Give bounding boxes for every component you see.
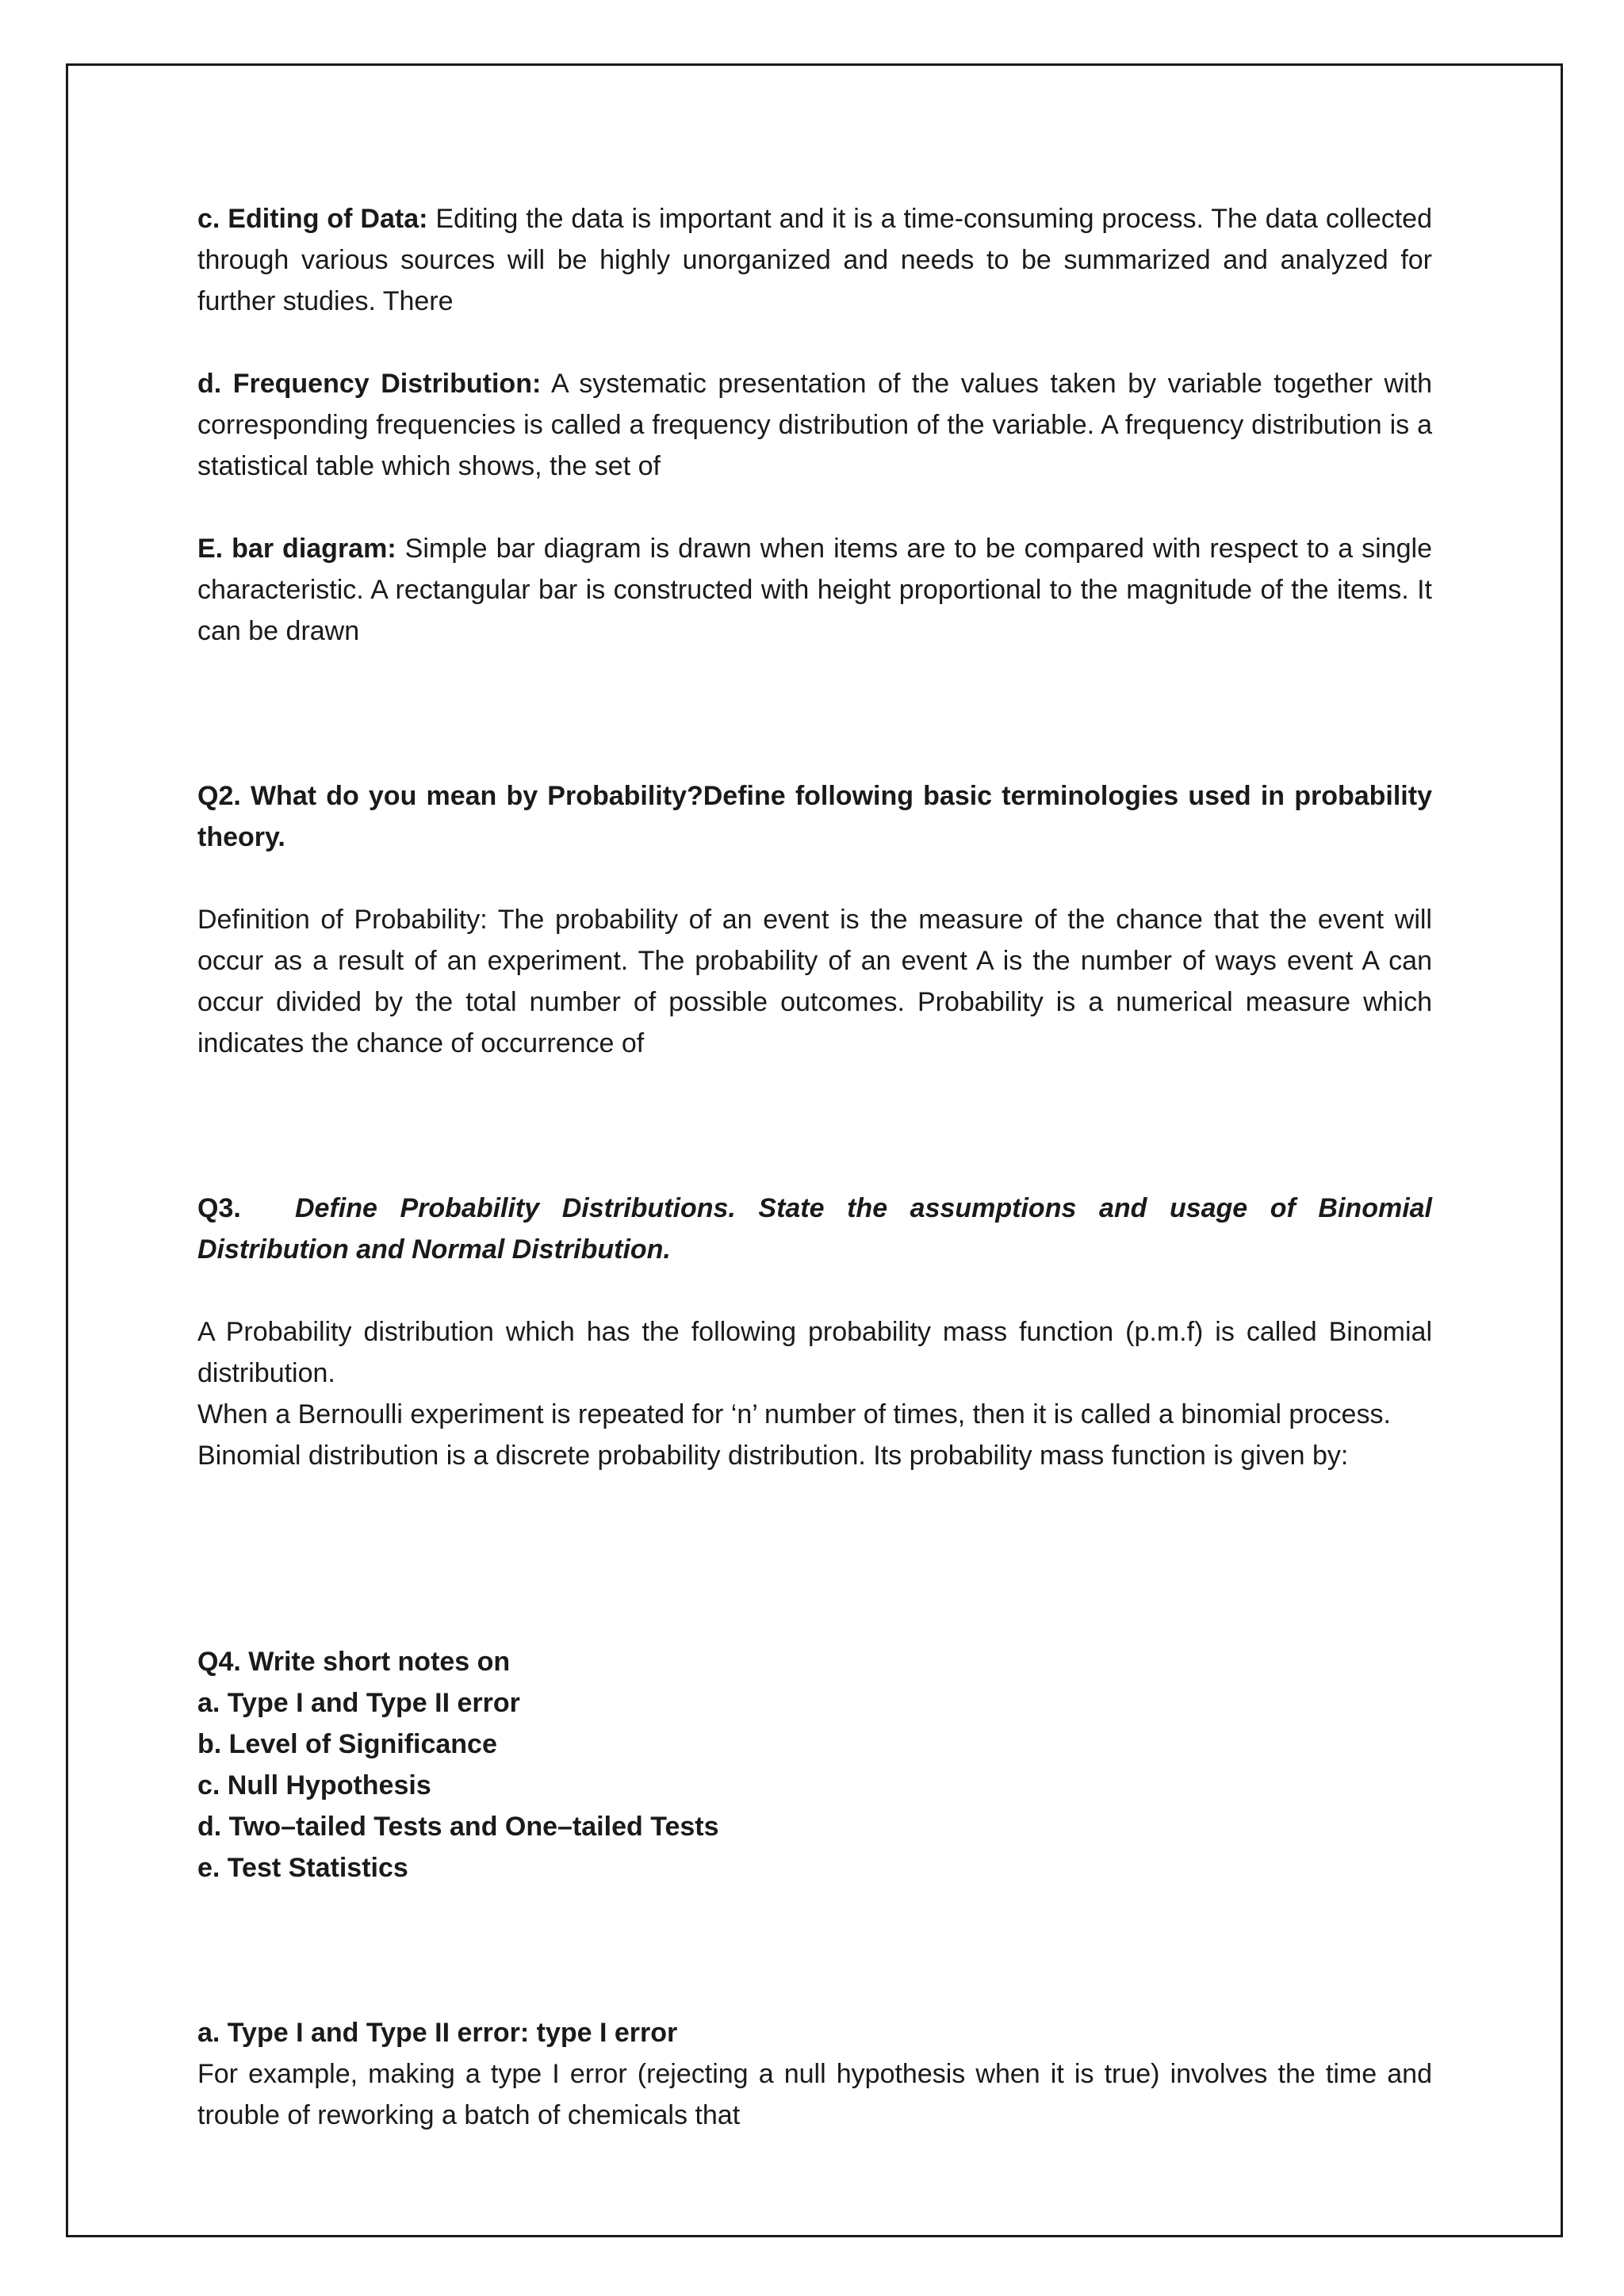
q3-label: Q3. [197,1193,241,1223]
document-body [197,198,1432,2136]
bar-heading: E. bar diagram: [197,534,396,564]
q4-item-a: a. Type I and Type II error [197,1688,520,1718]
editing-text: Editing the data is important and it is a time-consuming process. The data collected through various sources will be highly unorganized and needs to be summarized and analyzed for further studies. There [197,204,1433,316]
q4-title: Q4. Write short notes on [197,1647,511,1677]
q4-item-c: c. Null Hypothesis [197,1770,431,1800]
q4-answer-text: For example, making a type I error (rejecting a null hypothesis when it is true) involves the time and trouble of reworking a batch of chemicals that [197,2059,1432,2130]
paragraph-frequency-distribution [197,363,1432,487]
q3-question-text: Define Probability Distributions. State the assumptions and usage of Binomial Distribution and Normal Distribution. [197,1193,1432,1265]
editing-heading: c. Editing of Data: [197,204,428,234]
q3-answer-line-1: A Probability distribution which has the following probability mass function (p.m.f) is called Binomial distribution. [197,1317,1432,1388]
q4-item-e: e. Test Statistics [197,1853,408,1883]
bar-text: Simple bar diagram is drawn when items are to be compared with respect to a single characteristic. A rectangular bar is constructed with height proportional to the magnitude of the items. It can be drawn [197,534,1433,646]
q3-question [197,1188,1432,1270]
frequency-heading: d. Frequency Distribution: [197,369,542,399]
q3-answer-line-3: Binomial distribution is a discrete probability distribution. Its probability mass function is given by: [197,1441,1349,1471]
q3-answer-line-2: When a Bernoulli experiment is repeated for ‘n’ number of times, then it is called a binomial process. [197,1399,1391,1429]
paragraph-bar-diagram [197,528,1432,652]
frequency-text: A systematic presentation of the values taken by variable together with corresponding frequencies is called a frequency distribution of the variable. A frequency distribution is a statistical table which shows, the set of [197,369,1432,481]
q4-answer-heading: a. Type I and Type II error: type I error [197,2018,678,2048]
q2-question: Q2. What do you mean by Probability?Define following basic terminologies used in probability theory. [197,781,1432,852]
q4-item-d: d. Two–tailed Tests and One–tailed Tests [197,1812,719,1842]
q4-item-b: b. Level of Significance [197,1729,497,1759]
q2-answer: Definition of Probability: The probability of an event is the measure of the chance that the event will occur as a result of an experiment. The probability of an event A is the number of ways event A can occur divided by the total number of possible outcomes. Probability is a numerical measure which indicates the chance of occurrence of [197,905,1432,1058]
paragraph-editing-of-data [197,198,1432,322]
